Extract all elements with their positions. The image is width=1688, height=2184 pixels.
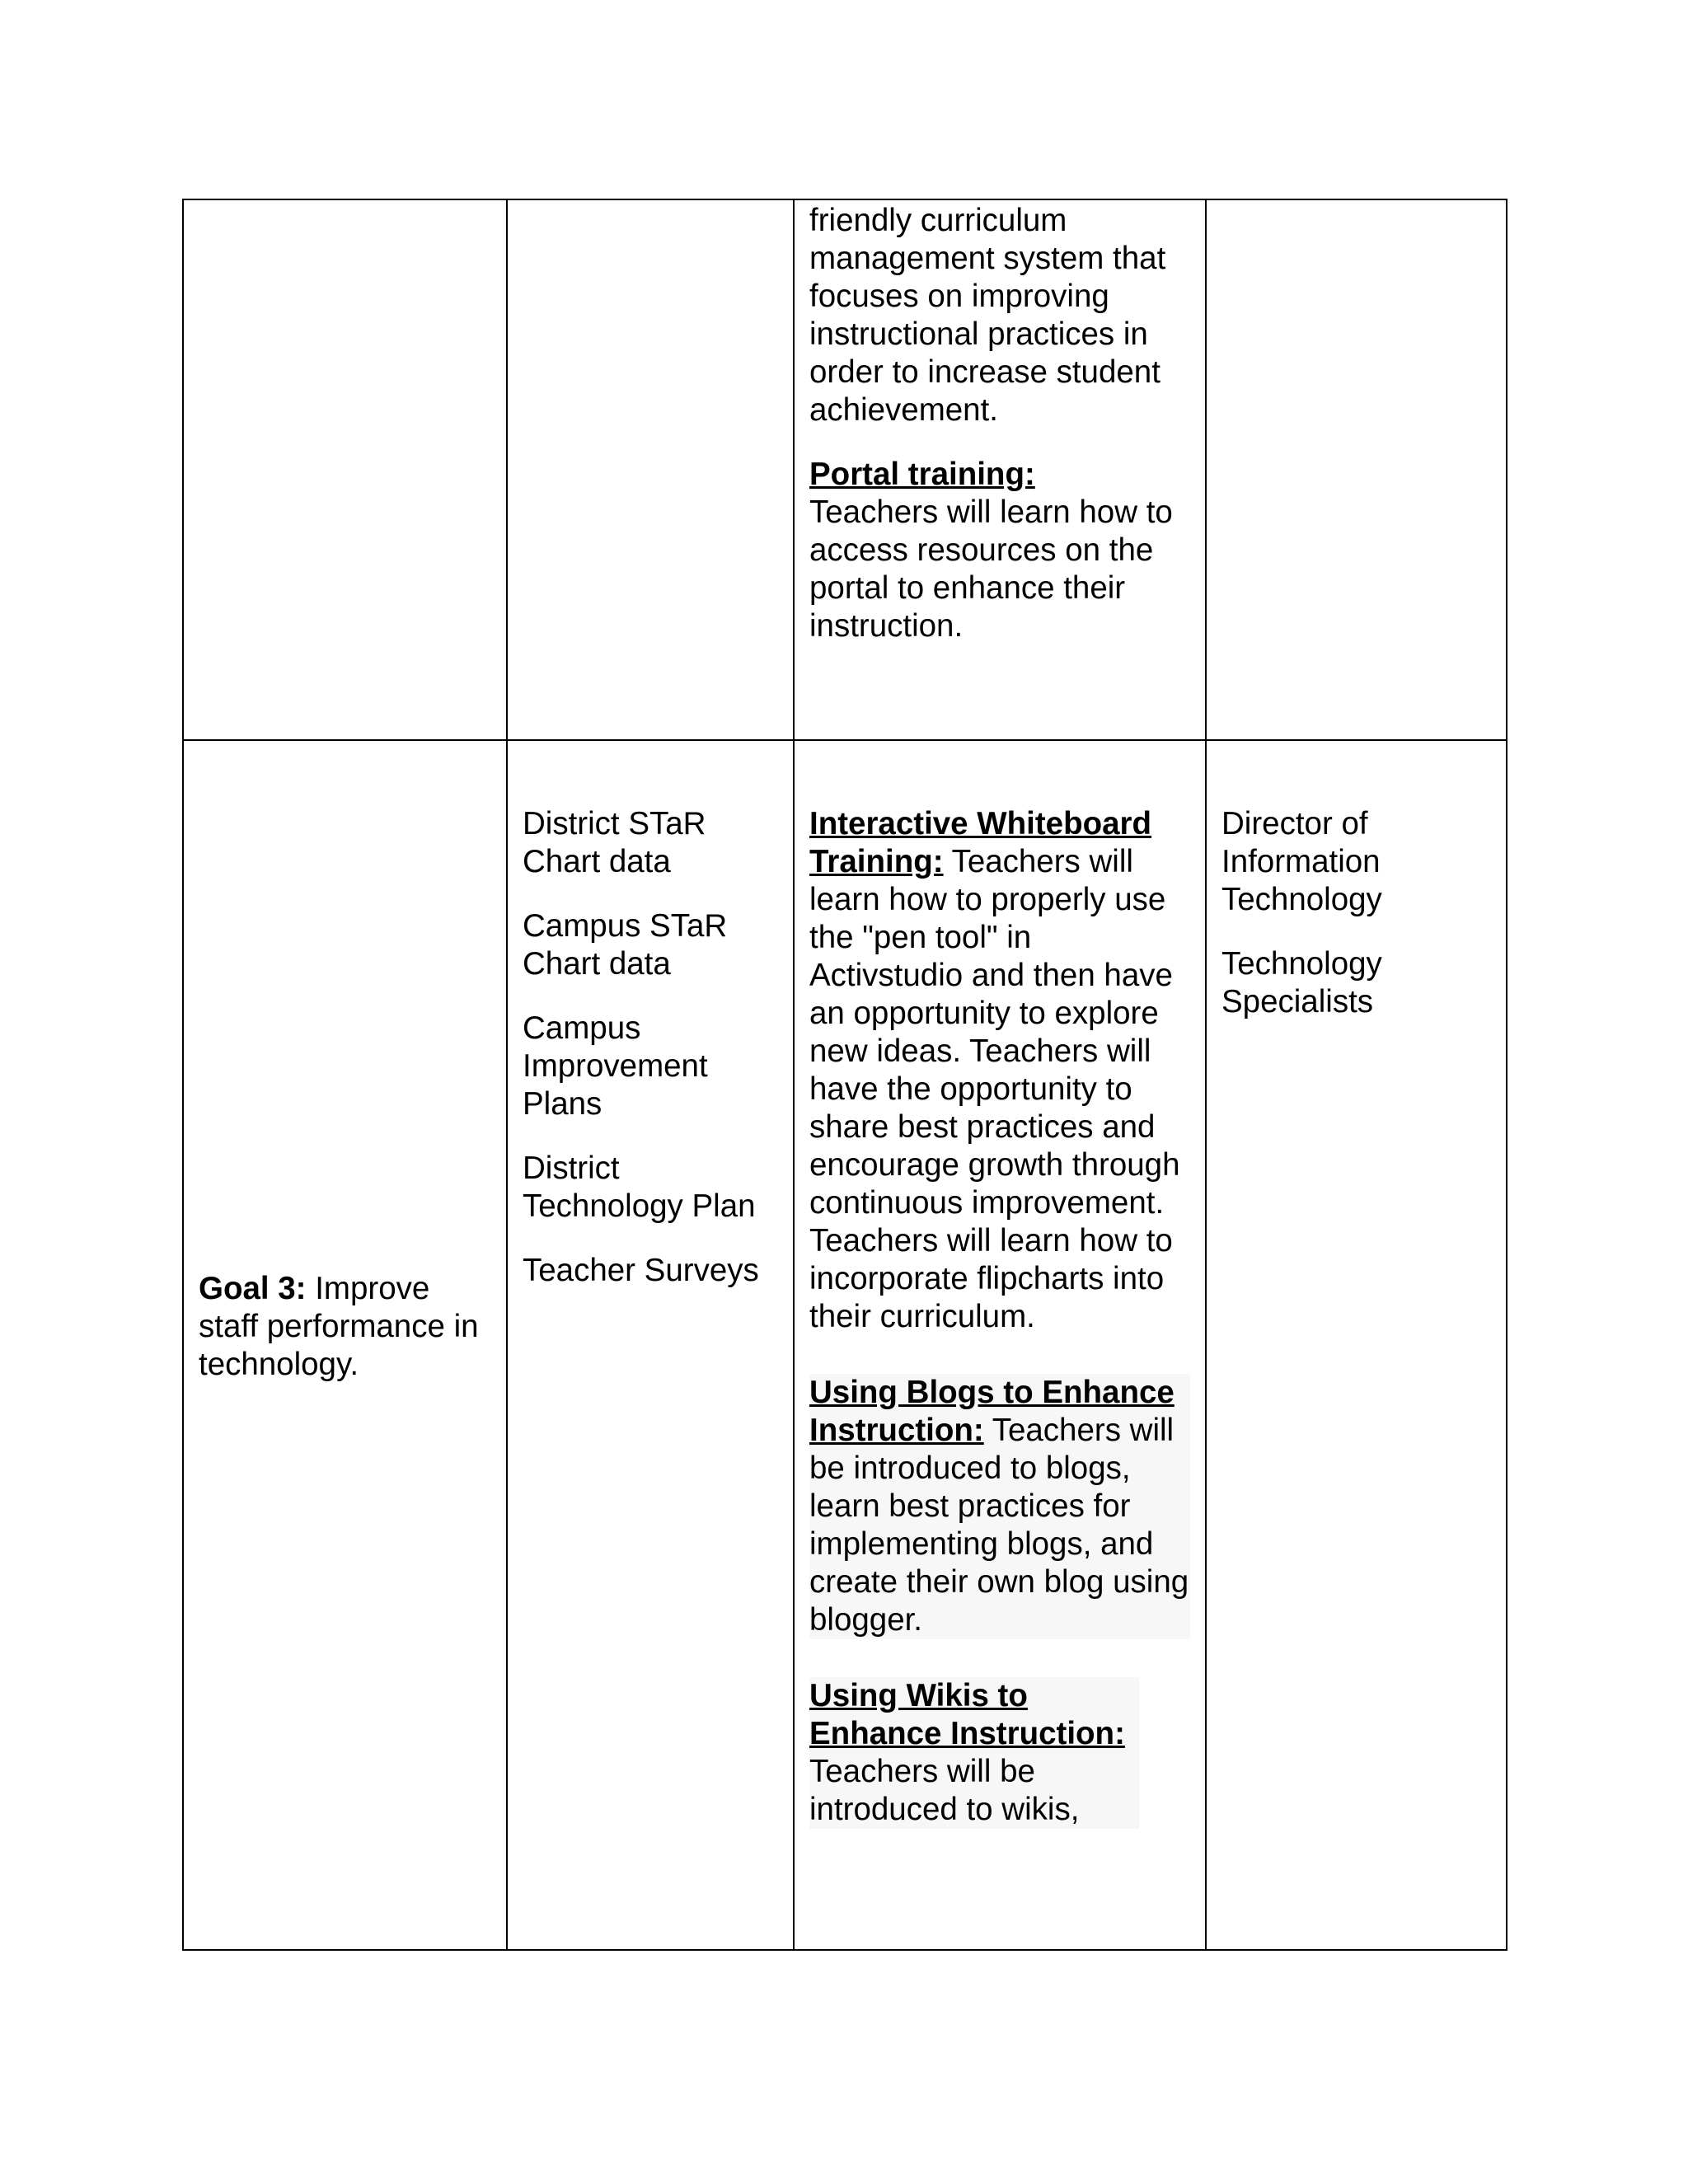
responsible-item: Technology Specialists	[1221, 946, 1382, 1019]
table-cell-goal	[183, 199, 507, 740]
evidence-item: Campus STaR Chart data	[523, 908, 728, 982]
activity-portal-training	[809, 456, 1190, 645]
activity-heading: Interactive Whiteboard Training:	[809, 806, 1152, 879]
table-cell-responsible	[1206, 740, 1507, 1950]
activity-description: Teachers will be introduced to blogs, learn best practices for implementing blogs, and create their own blog using blogger.	[809, 1413, 1189, 1638]
table-row	[183, 740, 1507, 1950]
evidence-item: District Technology Plan	[523, 1151, 756, 1224]
goal-text	[199, 1270, 491, 1384]
activity-whiteboard-training	[809, 805, 1190, 1336]
activity-blogs	[809, 1374, 1190, 1639]
activity-description: Teachers will be introduced to wikis,	[809, 1754, 1080, 1827]
table-cell-activities	[794, 199, 1206, 740]
activity-heading: Using Wikis to Enhance Instruction:	[809, 1678, 1125, 1751]
activity-description: Teachers will learn how to access resources on the portal to enhance their instruction.	[809, 494, 1173, 644]
table-row	[183, 199, 1507, 740]
activity-heading: Using Blogs to Enhance Instruction:	[809, 1375, 1175, 1448]
activity-description: Teachers will learn how to properly use the "pen tool" in Activstudio and then have an opportunity to explore new ideas. Teachers will have the opportunity to share best practices and encourage growth through continuous improvement. Teachers will learn how to incorporate flipcharts into their curriculum.	[809, 844, 1180, 1334]
evidence-item: District STaR Chart data	[523, 806, 706, 879]
activity-wikis	[809, 1677, 1190, 1829]
table-cell-responsible	[1206, 199, 1507, 740]
activity-heading: Portal training:	[809, 457, 1035, 492]
table-cell-evidence	[507, 199, 794, 740]
evidence-item: Teacher Surveys	[523, 1253, 759, 1288]
evidence-item: Campus Improvement Plans	[523, 1010, 708, 1122]
goal-label: Goal 3:	[199, 1271, 307, 1306]
activity-continuation-text: friendly curriculum management system that focuses on improving instructional practices in order to increase student achievement.	[809, 203, 1166, 428]
table-cell-goal	[183, 740, 507, 1950]
table-cell-evidence	[507, 740, 794, 1950]
table-cell-activities	[794, 740, 1206, 1950]
goal-description: Improve staff performance in technology.	[199, 1271, 479, 1382]
technology-plan-table	[182, 199, 1507, 1951]
responsible-item: Director of Information Technology	[1221, 806, 1382, 917]
